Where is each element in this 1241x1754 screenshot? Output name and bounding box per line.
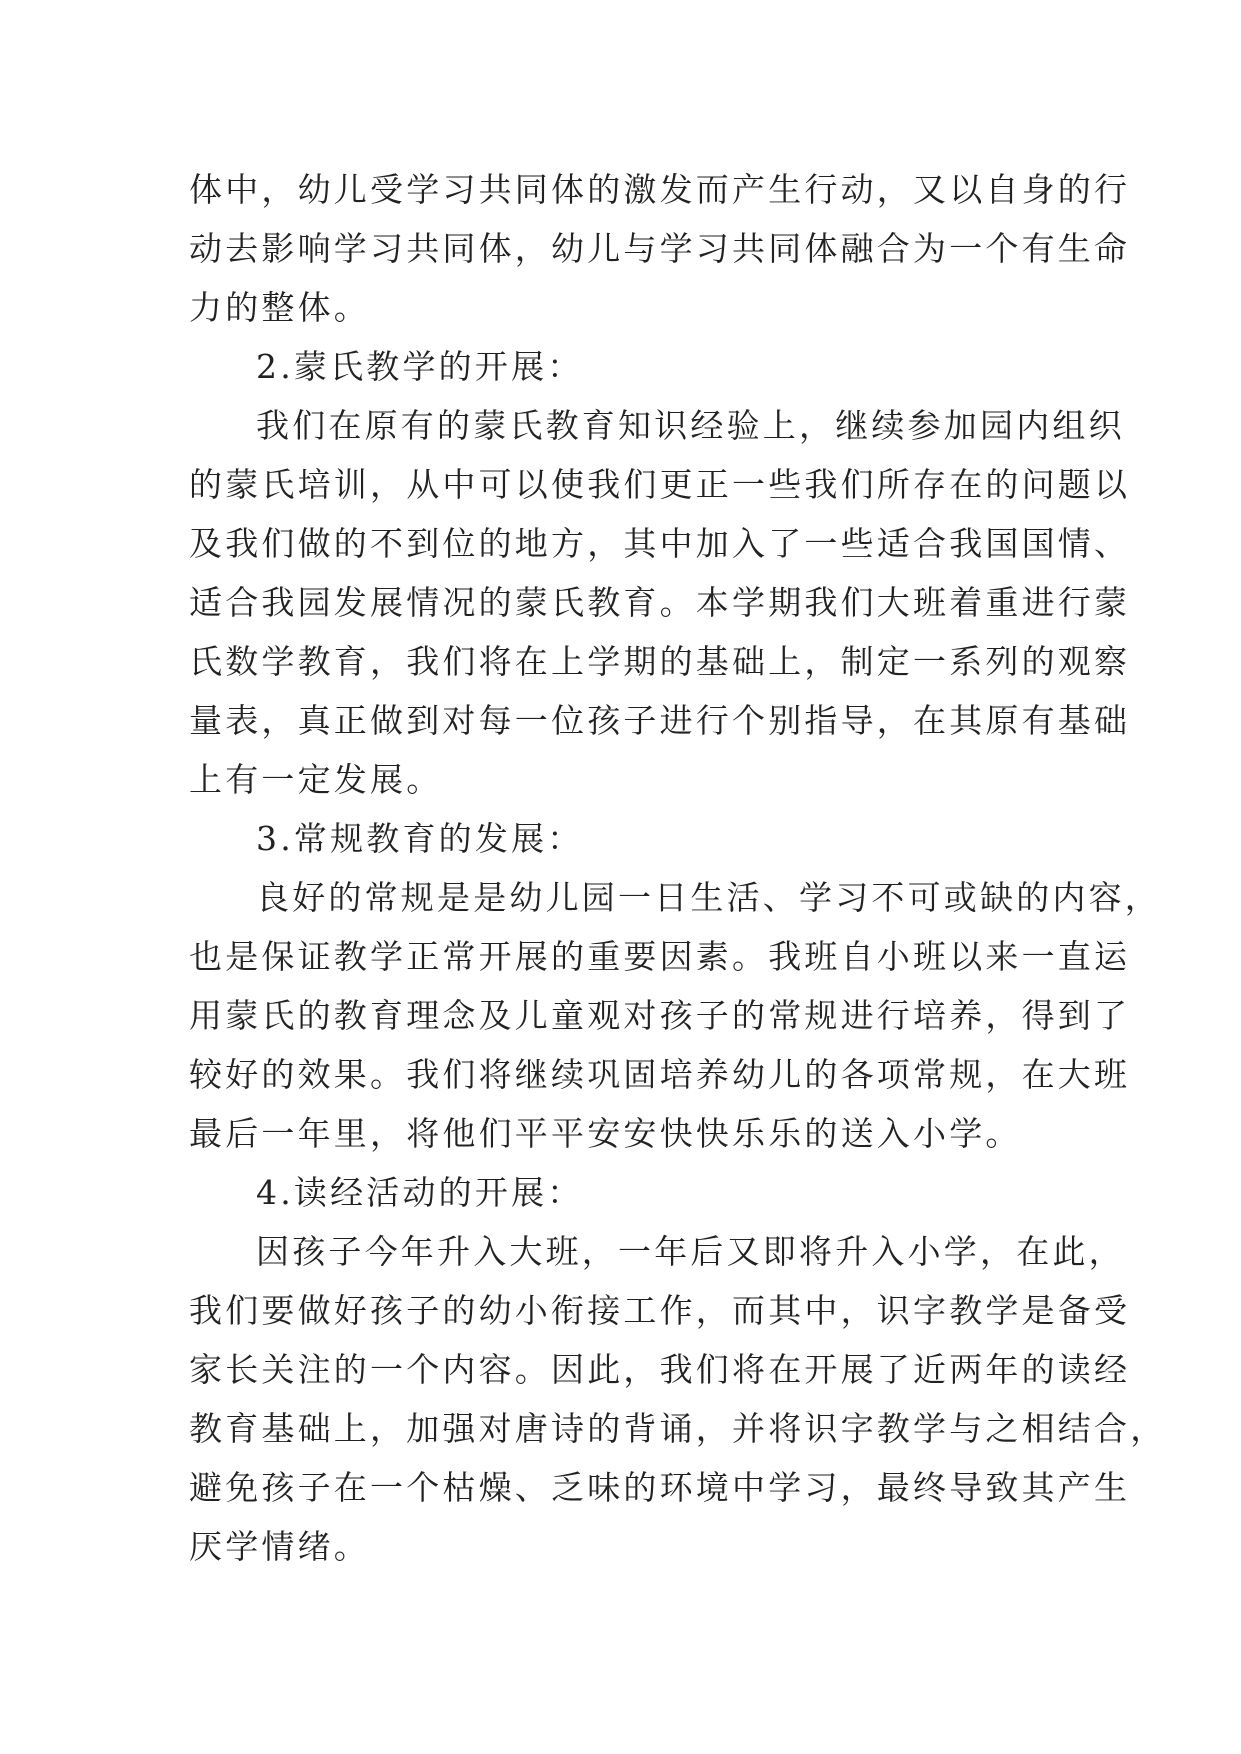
- text-line: 用蒙氏的教育理念及儿童观对孩子的常规进行培养，得到了: [189, 996, 1131, 1035]
- text-line: 我们要做好孩子的幼小衔接工作，而其中，识字教学是备受: [189, 1291, 1131, 1330]
- document-body: [189, 160, 1167, 1576]
- text-line: 避免孩子在一个枯燥、乏味的环境中学习，最终导致其产生: [189, 1468, 1131, 1507]
- text-line: 教育基础上，加强对唐诗的背诵，并将识字教学与之相结合，: [189, 1409, 1167, 1448]
- text-line: 体中，幼儿受学习共同体的激发而产生行动，又以自身的行: [189, 170, 1131, 209]
- text-line: 及我们做的不到位的地方，其中加入了一些适合我国国情、: [189, 524, 1131, 563]
- text-line: 力的整体。: [189, 288, 370, 327]
- text-line: 也是保证教学正常开展的重要因素。我班自小班以来一直运: [189, 937, 1131, 976]
- text-line: 我们在原有的蒙氏教育知识经验上，继续参加园内组织: [256, 406, 1125, 445]
- text-line: 家长关注的一个内容。因此，我们将在开展了近两年的读经: [189, 1350, 1131, 1389]
- section-heading-montessori: 2.蒙氏教学的开展：: [256, 347, 584, 386]
- text-line: 的蒙氏培训，从中可以使我们更正一些我们所存在的问题以: [189, 465, 1131, 504]
- section-heading-routine: 3.常规教育的发展：: [256, 819, 584, 858]
- text-line: 因孩子今年升入大班，一年后又即将升入小学，在此，: [256, 1232, 1125, 1271]
- text-line: 氏数学教育，我们将在上学期的基础上，制定一系列的观察: [189, 642, 1131, 681]
- text-line: 厌学情绪。: [189, 1527, 370, 1566]
- section-heading-reading: 4.读经活动的开展：: [256, 1173, 584, 1212]
- text-line: 较好的效果。我们将继续巩固培养幼儿的各项常规，在大班: [189, 1055, 1131, 1094]
- text-line: 良好的常规是是幼儿园一日生活、学习不可或缺的内容，: [256, 878, 1161, 917]
- text-line: 上有一定发展。: [189, 760, 443, 799]
- text-line: 动去影响学习共同体，幼儿与学习共同体融合为一个有生命: [189, 229, 1131, 268]
- text-line: 适合我园发展情况的蒙氏教育。本学期我们大班着重进行蒙: [189, 583, 1131, 622]
- text-line: 最后一年里，将他们平平安安快快乐乐的送入小学。: [189, 1114, 1022, 1153]
- text-line: 量表，真正做到对每一位孩子进行个别指导，在其原有基础: [189, 701, 1131, 740]
